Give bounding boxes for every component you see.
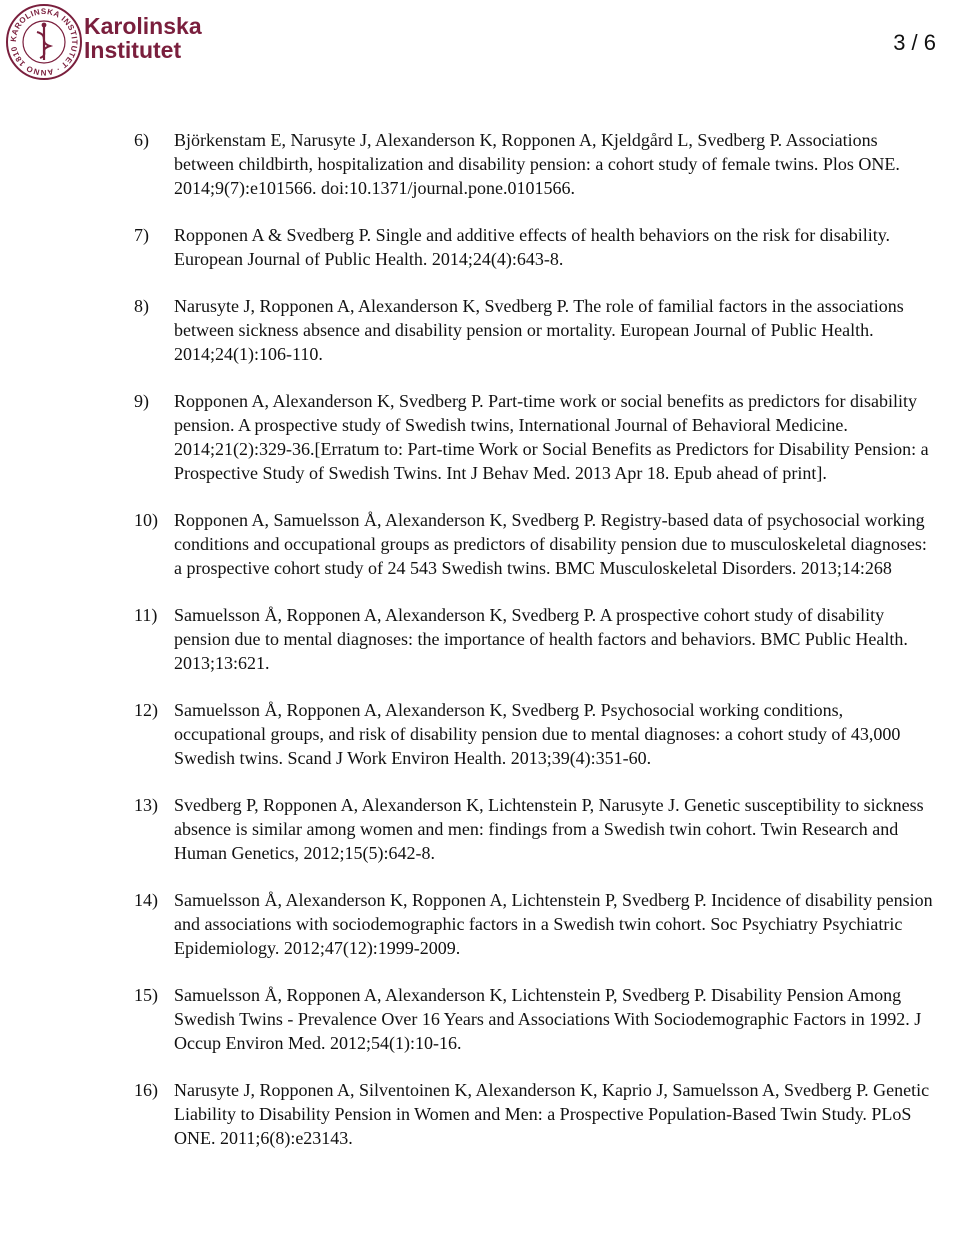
reference-item <box>134 128 934 200</box>
reference-text: Ropponen A & Svedberg P. Single and additive effects of health behaviors on the risk for disability. European Journal of Public Health. 2014;24(4):643-8. <box>174 225 891 269</box>
reference-item <box>134 1078 934 1150</box>
reference-item <box>134 983 934 1055</box>
reference-item <box>134 223 934 271</box>
reference-text: Narusyte J, Ropponen A, Alexanderson K, Svedberg P. The role of familial factors in the associations between sickness absence and disability pension or mortality. European Journal of Public Health. 2014;24(1):106-110. <box>174 296 904 364</box>
reference-text: Ropponen A, Alexanderson K, Svedberg P. Part-time work or social benefits as predictors for disability pension. A prospective study of Swedish twins, International Journal of Behavioral Medicine. 2014;21(2):329-36.[Erratum to: Part-time Work or Social Benefits as Predictors for Disability Pension: a Prospective Study of Swedish Twins. Int J Behav Med. 2013 Apr 18. Epub ahead of print]. <box>174 391 929 483</box>
logo-line-2: Institutet <box>84 37 182 63</box>
reference-list <box>134 128 934 1173</box>
reference-item <box>134 389 934 485</box>
reference-text: Samuelsson Å, Ropponen A, Alexanderson K, Svedberg P. Psychosocial working conditions, occupational groups, and risk of disability pension due to mental diagnoses: a cohort study of 43,000 Swedish twins. Scand J Work Environ Health. 2013;39(4):351-60. <box>174 700 901 768</box>
karolinska-wordmark <box>84 14 202 62</box>
reference-number: 7) <box>134 225 149 245</box>
reference-item <box>134 888 934 960</box>
reference-number: 16) <box>134 1080 158 1100</box>
reference-number: 14) <box>134 890 158 910</box>
reference-item <box>134 508 934 580</box>
karolinska-seal-icon <box>4 2 84 82</box>
reference-item <box>134 793 934 865</box>
reference-number: 9) <box>134 391 149 411</box>
reference-number: 13) <box>134 795 158 815</box>
reference-text: Björkenstam E, Narusyte J, Alexanderson K, Ropponen A, Kjeldgård L, Svedberg P. Associations between childbirth, hospitalization and disability pension: a cohort study of female twins. Plos ONE. 2014;9(7):e101566. doi:10.1371/journal.pone.0101566. <box>174 130 900 198</box>
karolinska-logo <box>4 2 202 82</box>
reference-text: Samuelsson Å, Ropponen A, Alexanderson K, Svedberg P. A prospective cohort study of disability pension due to mental diagnoses: the importance of health factors and behaviors. BMC Public Health. 2013;13:621. <box>174 605 908 673</box>
reference-item <box>134 698 934 770</box>
reference-number: 11) <box>134 605 158 625</box>
reference-text: Svedberg P, Ropponen A, Alexanderson K, Lichtenstein P, Narusyte J. Genetic susceptibility to sickness absence is similar among women and men: findings from a Swedish twin cohort. Twin Research and Human Genetics, 2012;15(5):642-8. <box>174 795 924 863</box>
reference-number: 10) <box>134 510 158 530</box>
reference-text: Samuelsson Å, Alexanderson K, Ropponen A, Lichtenstein P, Svedberg P. Incidence of disability pension and associations with sociodemographic factors in a Swedish twin cohort. Soc Psychiatry Psychiatric Epidemiology. 2012;47(12):1999-2009. <box>174 890 933 958</box>
reference-text: Samuelsson Å, Ropponen A, Alexanderson K, Lichtenstein P, Svedberg P. Disability Pension Among Swedish Twins - Prevalence Over 16 Years and Associations With Sociodemographic Factors in 1992. J Occup Environ Med. 2012;54(1):10-16. <box>174 985 922 1053</box>
reference-text: Ropponen A, Samuelsson Å, Alexanderson K, Svedberg P. Registry-based data of psychosocial working conditions and occupational groups as predictors of disability pension due to musculoskeletal diagnoses: a prospective cohort study of 24 543 Swedish twins. BMC Musculoskeletal Disorders. 2013;14:268 <box>174 510 927 578</box>
reference-text: Narusyte J, Ropponen A, Silventoinen K, Alexanderson K, Kaprio J, Samuelsson A, Svedberg P. Genetic Liability to Disability Pension in Women and Men: a Prospective Population-Based Twin Study. PLoS ONE. 2011;6(8):e23143. <box>174 1080 930 1148</box>
seal-text: KAROLINSKA INSTITUTET · ANNO 1810 <box>8 6 80 78</box>
reference-number: 6) <box>134 130 149 150</box>
reference-item <box>134 603 934 675</box>
page-number: 3 / 6 <box>893 30 936 55</box>
logo-line-1: Karolinska <box>84 13 202 39</box>
reference-number: 15) <box>134 985 158 1005</box>
reference-number: 8) <box>134 296 149 316</box>
reference-item <box>134 294 934 366</box>
page-header <box>0 0 960 90</box>
reference-number: 12) <box>134 700 158 720</box>
